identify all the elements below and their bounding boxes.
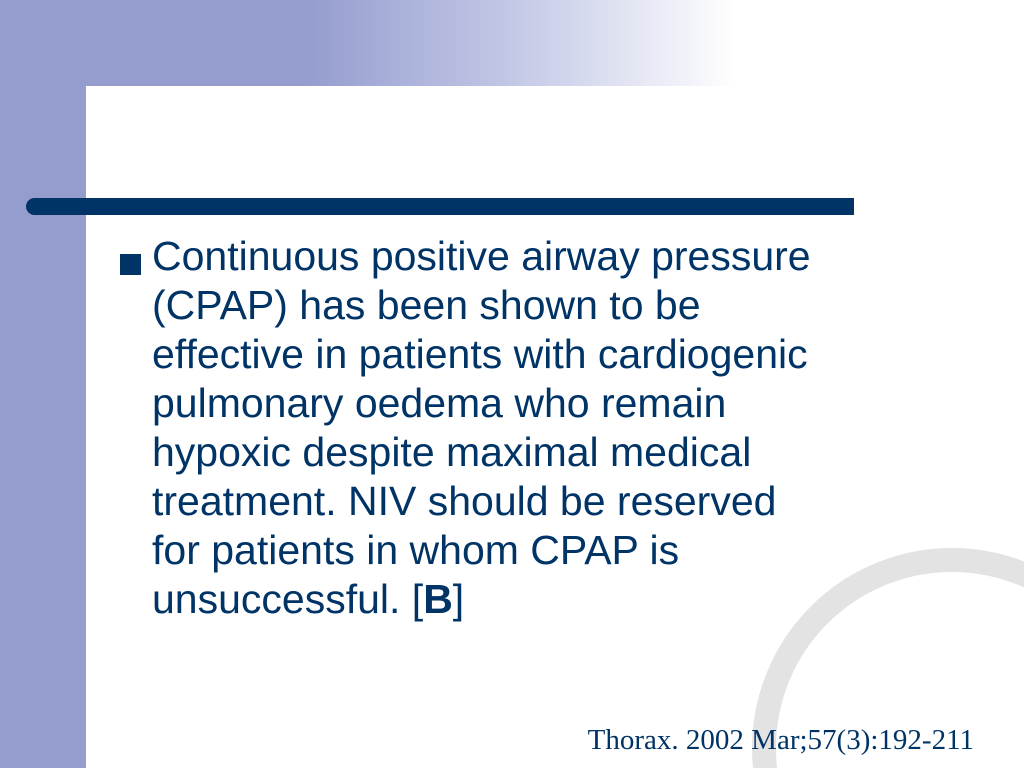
bullet-closing-bracket: ] — [452, 576, 465, 622]
top-gradient-band — [0, 0, 1024, 86]
title-divider-rule — [26, 198, 854, 215]
bullet-text — [152, 232, 992, 624]
evidence-grade: B — [423, 576, 453, 622]
left-accent-bar — [0, 0, 86, 768]
bullet-item — [112, 232, 992, 624]
citation-reference: Thorax. 2002 Mar;57(3):192-211 — [587, 724, 974, 756]
bullet-body-text: Continuous positive airway pressure (CPAP) has been shown to be effective in patients with cardiogenic pulmonary oedema who remain hypoxic despite maximal medical treatment. NIV should be reserved for patients in whom CPAP is unsuccessful. [ — [152, 233, 811, 622]
square-bullet-icon — [120, 254, 141, 275]
